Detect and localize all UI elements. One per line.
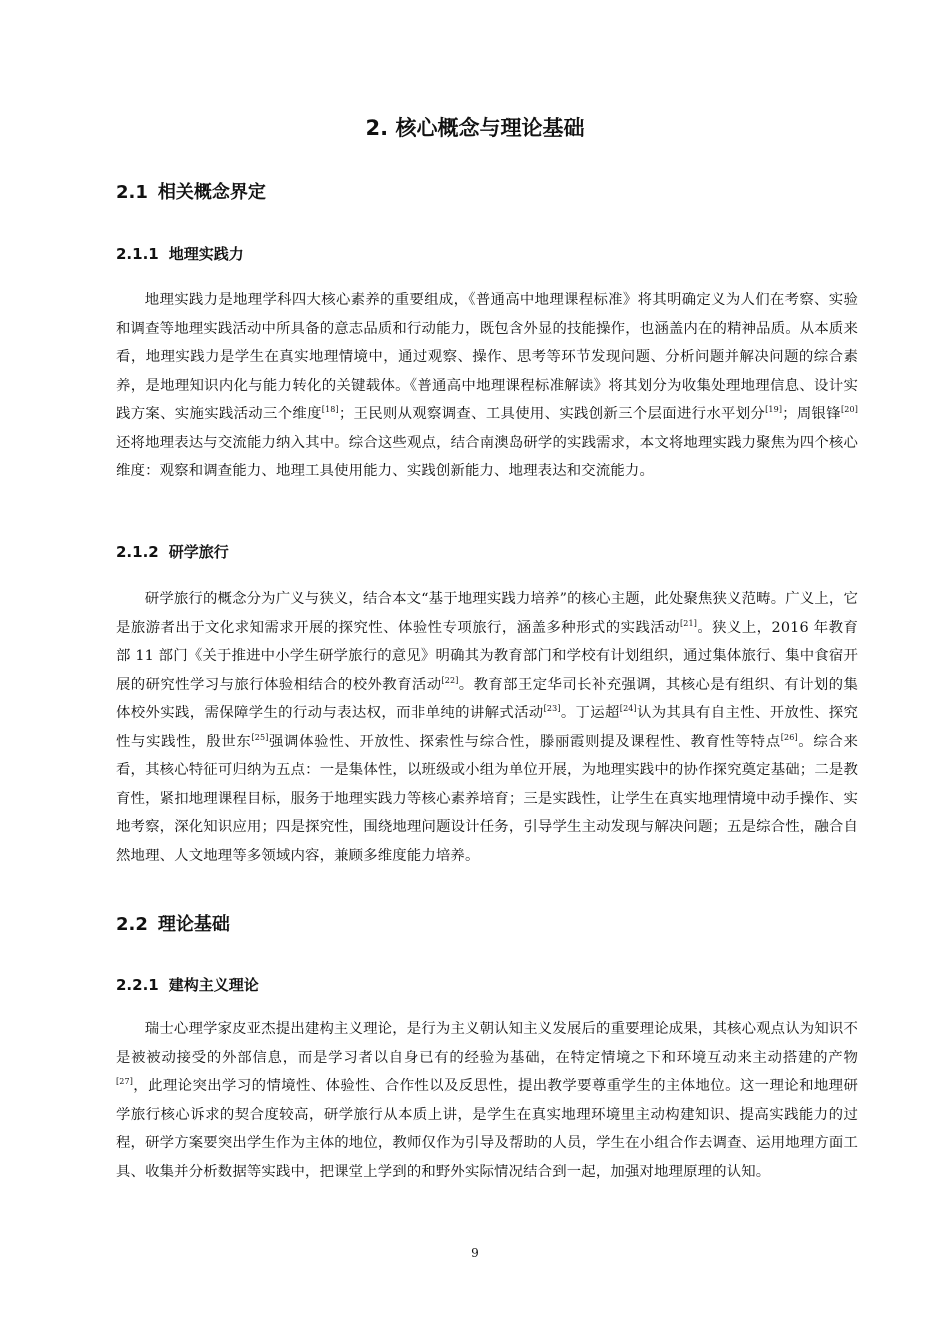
paragraph-geographic-practice: [116, 286, 858, 486]
section-number: 2.2: [116, 914, 148, 935]
citation: [22]: [441, 675, 459, 685]
text-run: 地理实践力是地理学科四大核心素养的重要组成，《普通高中地理课程标准》将其明确定义为人们在考察、实验和调查等地理实践活动中所具备的意志品质和行动能力，既包含外显的技能操作，也涵盖内在的精神品质。从本质来看，地理实践力是学生在真实地理情境中，通过观察、操作、思考等环节发现问题、分析问题并解决问题的综合素养，是地理知识内化与能力转化的关键载体。《普通高中地理课程标准解读》将其划分为收集处理地理信息、设计实践方案、实施实践活动三个维度: [116, 292, 858, 422]
citation: [18]: [321, 405, 339, 415]
subsection-heading-2-1-2: [116, 540, 229, 564]
paragraph-study-travel: [116, 585, 858, 870]
section-heading-2-1: [116, 180, 266, 206]
text-run: 还将地理表达与交流能力纳入其中。综合这些观点，结合南澳岛研学的实践需求，本文将地理实践力聚焦为四个核心维度：观察和调查能力、地理工具使用能力、实践创新能力、地理表达和交流能力。: [116, 434, 858, 479]
citation: [19]: [765, 405, 783, 415]
text-run: 。狭义上，2016 年教育部 11 部门《关于推进中小学生研学旅行的意见》明确其为教育部门和学校有计划组织，通过集体旅行、集中食宿开展的研究性学习与旅行体验相结合的校外教育活动: [116, 619, 858, 693]
section-title: 相关概念界定: [157, 182, 266, 203]
text-run: 研学旅行的概念分为广义与狭义，结合本文“基于地理实践力培养”的核心主题，此处聚焦狭义范畴。广义上，它是旅游者出于文化求知需求开展的探究性、体验性专项旅行，涵盖多种形式的实践活动: [116, 591, 858, 636]
text-run: 。综合来看，其核心特征可归纳为五点：一是集体性，以班级或小组为单位开展，为地理实践中的协作探究奠定基础；二是教育性，紧扣地理课程目标，服务于地理实践力等核心素养培育；三是实践性，让学生在真实地理情境中动手操作、实地考察，深化知识应用；四是探究性，围绕地理问题设计任务，引导学生主动发现与解决问题；五是综合性，融合自然地理、人文地理等多领域内容，兼顾多维度能力培养。: [116, 733, 858, 864]
subsection-number: 2.1.1: [116, 245, 159, 263]
subsection-heading-2-1-1: [116, 242, 244, 266]
page-number: 9: [471, 1246, 479, 1260]
citation: [24]: [619, 704, 637, 714]
text-run: 。教育部王定华司长补充强调，其核心是有组织、有计划的集体校外实践，需保障学生的行动与表达权，而非单纯的讲解式活动: [116, 676, 858, 721]
text-run: 强调体验性、开放性、探索性与综合性，滕丽霞则提及课程性、教育性等特点: [268, 733, 781, 750]
subsection-title: 建构主义理论: [168, 976, 259, 994]
text-run: 瑞士心理学家皮亚杰提出建构主义理论，是行为主义朝认知主义发展后的重要理论成果，其核心观点认为知识不是被被动接受的外部信息，而是学习者以自身已有的经验为基础，在特定情境之下和环境互动来主动搭建的产物: [116, 1021, 858, 1066]
citation: [20]: [840, 405, 858, 415]
text-run: 。丁运超: [560, 705, 620, 721]
chapter-title: 2. 核心概念与理论基础: [365, 116, 585, 140]
paragraph-constructivism: [116, 1015, 858, 1186]
text-run: ；王民则从观察调查、工具使用、实践创新三个层面进行水平划分: [338, 406, 766, 422]
section-heading-2-2: [116, 912, 230, 938]
subsection-title: 研学旅行: [168, 543, 229, 561]
citation: [23]: [543, 704, 561, 714]
text-run: 认为其具有自主性、开放性、探究性与实践性，殷世东: [116, 705, 858, 750]
subsection-heading-2-2-1: [116, 973, 259, 997]
section-title: 理论基础: [157, 914, 230, 935]
citation: [21]: [679, 618, 698, 628]
section-number: 2.1: [116, 182, 148, 203]
subsection-number: 2.1.2: [116, 543, 159, 561]
subsection-number: 2.2.1: [116, 976, 159, 994]
text-run: ，此理论突出学习的情境性、体验性、合作性以及反思性，提出教学要尊重学生的主体地位。这一理论和地理研学旅行核心诉求的契合度较高，研学旅行从本质上讲，是学生在真实地理环境里主动构建知识、提高实践能力的过程，研学方案要突出学生作为主体的地位，教师仅作为引导及帮助的人员，学生在小组合作去调查、运用地理方面工具、收集并分析数据等实践中，把课堂上学到的和野外实际情况结合到一起，加强对地理原理的认知。: [116, 1078, 858, 1180]
citation: [25]: [251, 732, 269, 742]
subsection-title: 地理实践力: [168, 245, 244, 263]
text-run: ；周银锋: [782, 406, 841, 422]
citation: [26]: [780, 732, 798, 742]
citation: [27]: [116, 1077, 134, 1087]
